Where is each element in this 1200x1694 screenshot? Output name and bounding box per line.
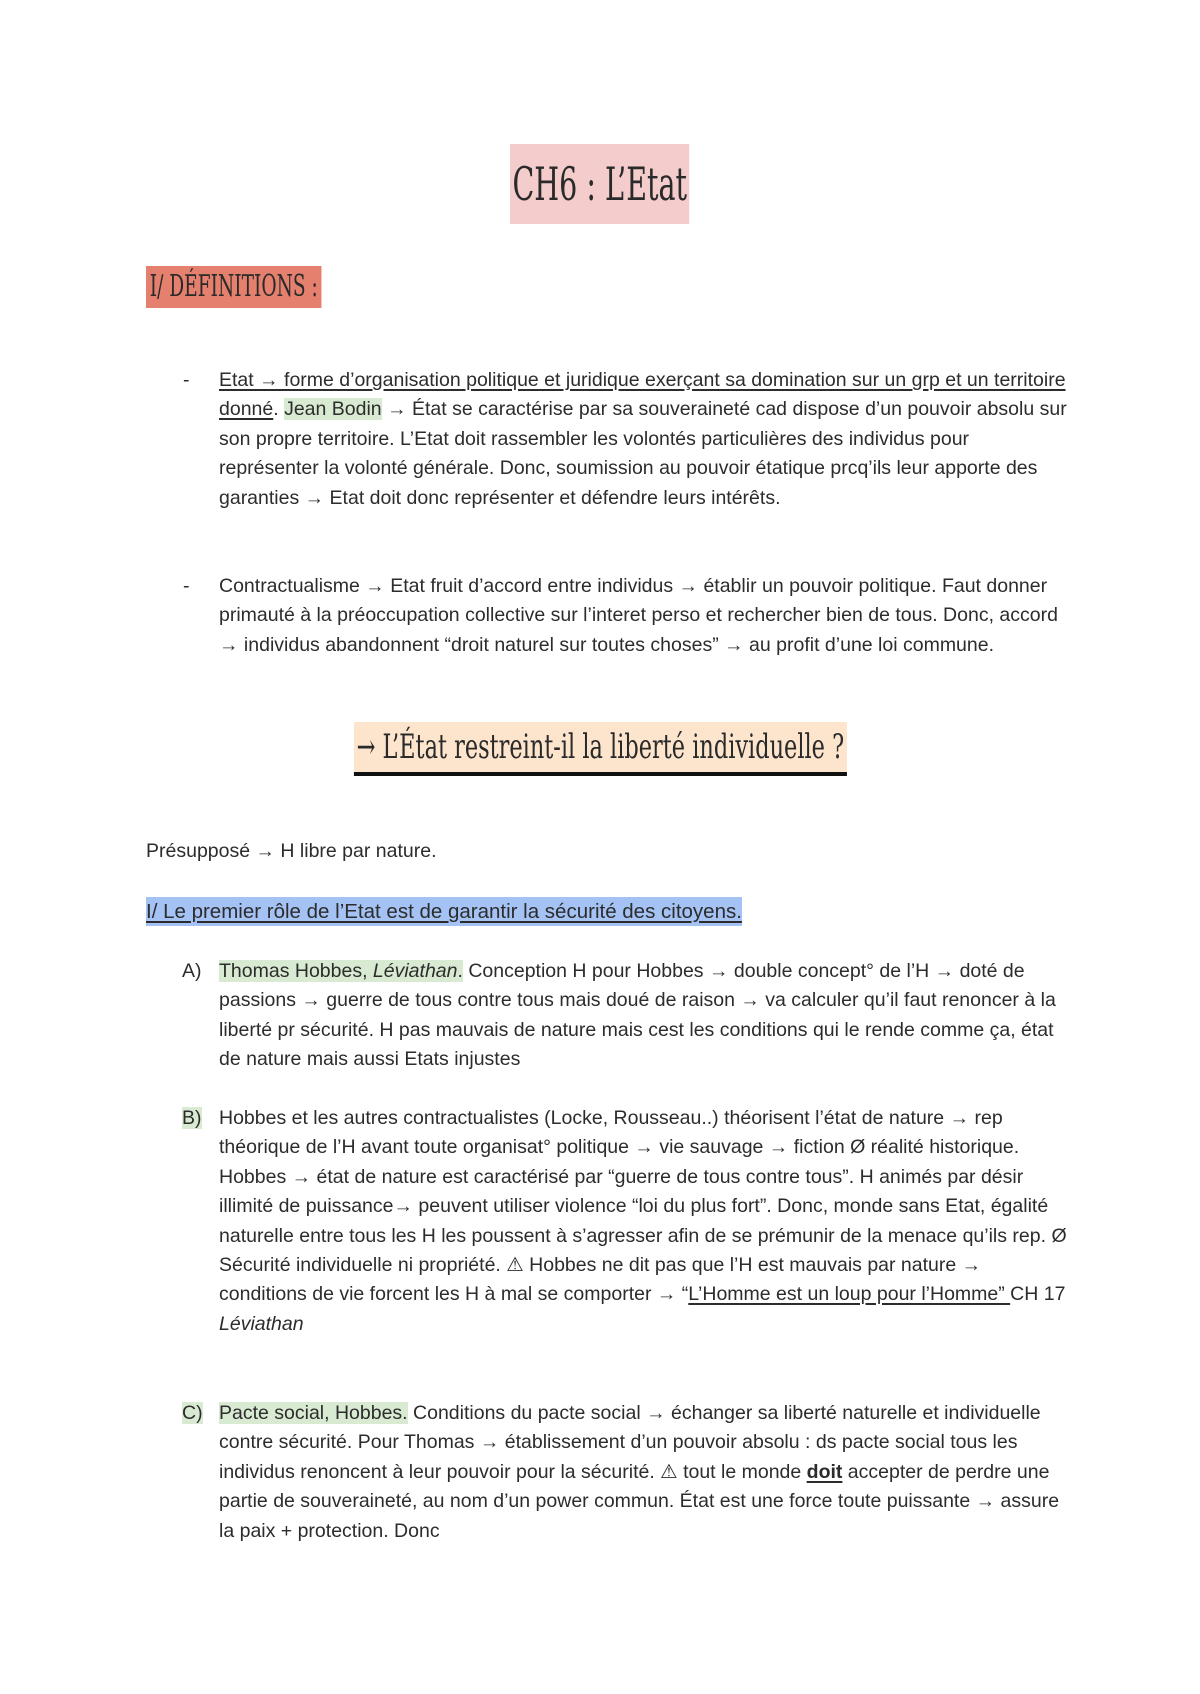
bullet-marker: - [183,369,190,391]
pacte-social-highlight: Pacte social, Hobbes. [219,1402,408,1424]
text-fragment: CH 17 [1010,1283,1066,1306]
item-marker-c [182,1399,203,1428]
section-security-heading [146,897,742,926]
hobbes-leviathan-highlight [219,960,463,982]
item-b-paragraph [219,1104,1069,1339]
page-title: CH6 : L’Etat [510,144,689,224]
bullet-marker: - [183,575,190,597]
doit-emphasis: doit [806,1460,843,1483]
item-marker-c-label: C) [182,1402,203,1424]
item-b-text: Hobbes et les autres contractualistes (Locke, Rousseau..) théorisent l’état de nature → rep théorique de l’H avant toute organisat° politique → vie sauvage → fiction Ø réalité historique. Hobbes → état de nature est caractérisé par “guerre de tous contre tous”. H animés par désir illimité de puissance→ peuvent utiliser violence “loi du plus fort”. Donc, monde sans Etat, égalité naturelle entre tous les H les poussent à s’agresser afin de se prémunir de la menace qu’ils rep. Ø Sécurité individuelle ni propriété. ⚠ Hobbes ne dit pas que l’H est mauvais par nature → conditions de vie forcent les H à mal se comporter → “ [219,1107,1067,1306]
contractualisme-paragraph: Contractualisme → Etat fruit d’accord entre individus → établir un pouvoir politique. Faut donner primauté à la préoccupation collective sur l’interet perso et rechercher bien de tous. Donc, accord → individus abandonnent “droit naturel sur toutes choses” → au profit d’une loi commune. [219,575,1058,656]
section-definitions-heading: I/ DÉFINITIONS : [146,266,322,308]
definition-etat-text: Etat → forme d’organisation politique et juridique exerçant sa domination sur un grp et un territoire donné [219,369,1066,421]
definition-etat-continuation: → État se caractérise par sa souveraineté cad dispose d’un pouvoir absolu sur son propre territoire. L’Etat doit rassembler les volontés particulières des individus pour représenter la volonté générale. Donc, soumission au pouvoir étatique prcq’ils leur apporte des garanties → Etat doit donc représenter et défendre leurs intérêts. [219,398,1067,509]
author-name: Thomas Hobbes, [219,960,373,982]
title-container [0,144,1200,224]
text-fragment: . [457,960,463,982]
item-c-text: Conditions du pacte social → échanger sa liberté naturelle et individuelle contre sécurité. Pour Thomas → établissement d’un pouvoir absolu : ds pacte social tous les individus renoncent à leur pouvoir pour la sécurité. ⚠ tout le monde [219,1402,1041,1483]
text-fragment: . [273,398,285,421]
homme-loup-quote: L’Homme est un loup pour l’Homme” [688,1283,1011,1306]
presupposition-text: Présupposé → H libre par nature. [146,840,437,862]
item-a-paragraph [219,957,1069,1075]
item-marker-b-label: B) [182,1107,202,1129]
book-title: Léviathan [372,960,458,982]
book-title: Léviathan [219,1312,304,1335]
item-marker-b [182,1104,202,1133]
item-c-paragraph [219,1399,1069,1546]
item-c-continuation: accepter de perdre une partie de souveraineté, au nom d’un power commun. État est une force toute puissante → assure la paix + protection. Donc [219,1460,1060,1542]
section-security-heading-text: I/ Le premier rôle de l’Etat est de garantir la sécurité des citoyens. [146,900,742,923]
problematic-question: → L’État restreint-il la liberté individuelle ? [354,722,847,776]
item-marker-a: A) [182,960,202,982]
question-container [0,722,1200,776]
item-a-text: Conception H pour Hobbes → double concept° de l’H → doté de passions → guerre de tous contre tous mais doué de raison → va calculer qu’il faut renoncer à la liberté pr sécurité. H pas mauvais de nature mais cest les conditions qui le rende comme ça, état de nature mais aussi Etats injustes [219,960,1056,1071]
definition-etat-paragraph [219,366,1069,513]
jean-bodin-highlight: Jean Bodin [284,398,382,421]
